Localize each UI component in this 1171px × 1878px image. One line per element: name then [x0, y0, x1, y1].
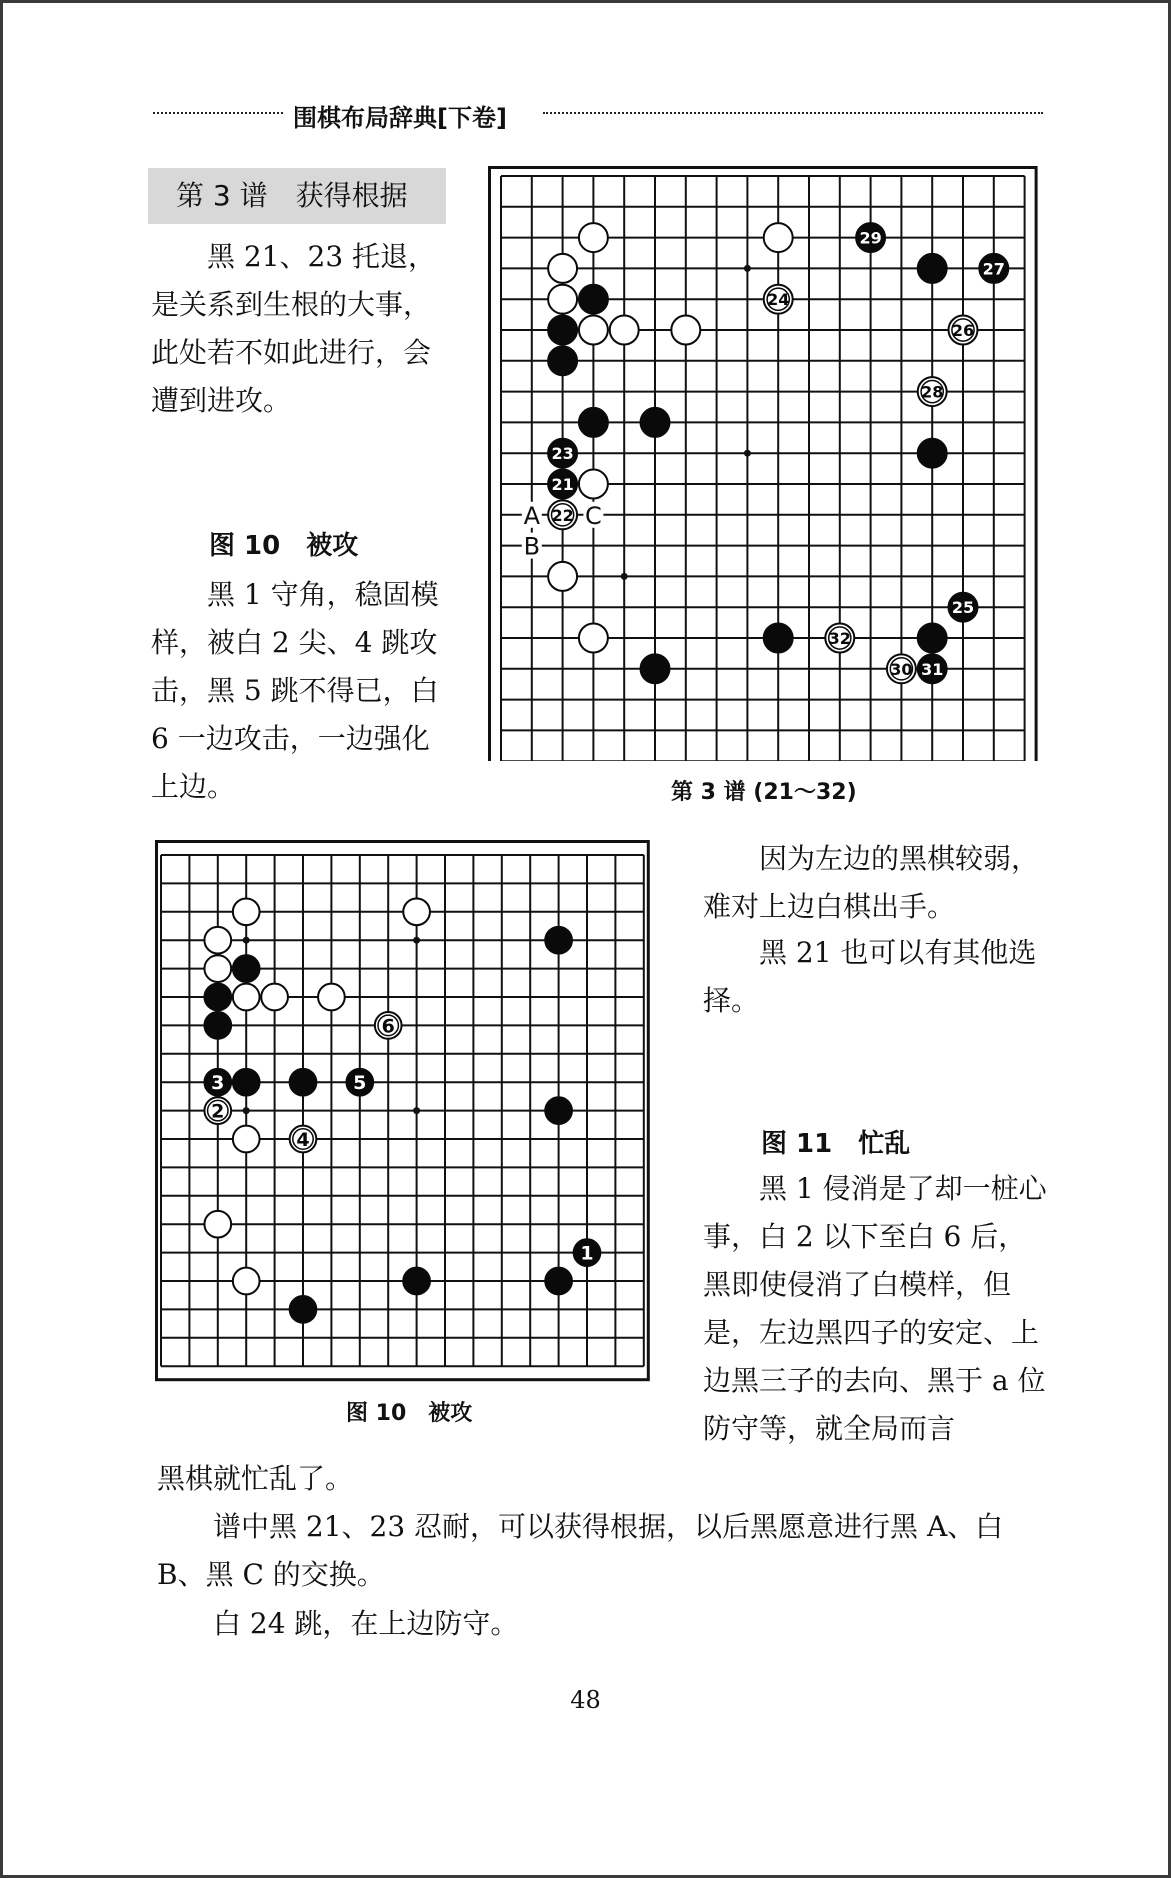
letter-marker: C	[585, 501, 602, 530]
running-header	[153, 98, 1043, 132]
stone-move-number: 1	[580, 1242, 594, 1265]
section-title: 第 3 谱 获得根据	[148, 168, 446, 224]
stone-move-number: 25	[951, 598, 975, 618]
black-stone	[204, 984, 231, 1011]
black-stone	[204, 1012, 231, 1039]
stone-move-number: 4	[296, 1129, 310, 1151]
fig11-paragraph: 黑 1 侵消是了却一桩心事，白 2 以下至白 6 后，黑即使侵消了白模样，但是，左边黑四子的安定、上边黑三子的去向、黑于 a 位防守等，就全局而言	[703, 1172, 1047, 1445]
black-stone	[641, 654, 670, 683]
stone-move-number: 21	[551, 475, 574, 494]
stone-move-number: 32	[828, 629, 851, 648]
star-point	[243, 937, 250, 944]
black-stone	[545, 927, 572, 954]
stone-move-number: 6	[381, 1015, 395, 1038]
star-point	[413, 1107, 420, 1114]
white-stone	[261, 984, 288, 1011]
page-number: 48	[570, 1686, 601, 1714]
white-stone	[548, 285, 577, 314]
star-point	[413, 937, 420, 944]
stone-move-number: 22	[551, 505, 574, 525]
stone-move-number: 2	[211, 1100, 225, 1123]
star-point	[744, 265, 751, 272]
board2-caption: 图 10 被攻	[346, 1401, 473, 1426]
black-stone	[918, 624, 947, 653]
white-stone	[204, 955, 231, 982]
star-point	[744, 450, 751, 457]
white-stone	[233, 1268, 260, 1295]
stone-move-number: 26	[951, 321, 975, 340]
white-stone	[204, 927, 231, 954]
black-stone	[548, 346, 577, 375]
alternative-paragraph: 黑 21 也可以有其他选择。	[703, 936, 1037, 1017]
letter-marker: B	[523, 532, 541, 561]
white-stone	[579, 470, 608, 499]
fig11-continuation: 黑棋就忙乱了。	[157, 1462, 354, 1495]
white-stone	[233, 898, 260, 925]
black-stone	[641, 408, 670, 437]
white-stone	[548, 562, 577, 591]
stone-move-number: 30	[890, 659, 913, 679]
white-stone	[671, 316, 700, 345]
white-stone	[548, 254, 577, 283]
black-stone	[290, 1069, 317, 1096]
star-point	[243, 1107, 250, 1114]
black-stone	[548, 316, 577, 345]
fig11-heading: 图 11 忙乱	[761, 1129, 911, 1159]
black-stone	[764, 624, 793, 653]
white-stone	[610, 316, 639, 345]
header-ornament-right	[543, 112, 1043, 114]
stone-move-number: 27	[982, 259, 1005, 279]
go-board-figure-10	[155, 840, 663, 1382]
stone-move-number: 24	[767, 290, 790, 310]
black-stone	[579, 285, 608, 314]
white-stone	[233, 984, 260, 1011]
go-board-diagram-3	[488, 166, 1048, 761]
fig10-paragraph: 黑 1 守角，稳固模样，被白 2 尖、4 跳攻击，黑 5 跳不得已，白 6 一边攻击，一边强化上边。	[151, 578, 439, 803]
stone-move-number: 31	[921, 659, 944, 679]
header-ornament-left	[153, 112, 283, 114]
board1-caption: 第 3 谱 (21～32)	[671, 780, 857, 805]
final-paragraph: 白 24 跳，在上边防守。	[213, 1607, 519, 1640]
black-stone	[918, 439, 947, 468]
black-stone	[545, 1268, 572, 1295]
white-stone	[764, 223, 793, 252]
header-title: 围棋布局辞典[下卷]	[293, 104, 507, 132]
black-stone	[545, 1097, 572, 1124]
white-stone	[204, 1211, 231, 1238]
letter-marker: A	[523, 501, 541, 530]
white-stone	[403, 898, 430, 925]
black-stone	[403, 1268, 430, 1295]
summary-paragraph: 谱中黑 21、23 忍耐，可以获得根据，以后黑愿意进行黑 A、白 B、黑 C 的交换。	[157, 1510, 1004, 1591]
white-stone	[579, 316, 608, 345]
black-stone	[233, 1069, 260, 1096]
stone-move-number: 3	[211, 1072, 225, 1095]
stone-move-number: 28	[921, 382, 944, 402]
white-stone	[318, 984, 345, 1011]
book-page	[3, 3, 1168, 1875]
white-stone	[579, 624, 608, 653]
black-stone	[579, 408, 608, 437]
star-point	[621, 573, 628, 580]
stone-move-number: 5	[353, 1072, 367, 1095]
black-stone	[290, 1296, 317, 1323]
stone-move-number: 29	[859, 228, 882, 248]
white-stone	[579, 223, 608, 252]
weak-side-paragraph: 因为左边的黑棋较弱，难对上边白棋出手。	[703, 842, 1040, 923]
intro-paragraph: 黑 21、23 托退，是关系到生根的大事，此处若不如此进行，会遭到进攻。	[151, 240, 437, 417]
stone-move-number: 23	[551, 444, 574, 464]
white-stone	[233, 1126, 260, 1153]
black-stone	[233, 955, 260, 982]
fig10-heading: 图 10 被攻	[209, 531, 359, 561]
black-stone	[918, 254, 947, 283]
